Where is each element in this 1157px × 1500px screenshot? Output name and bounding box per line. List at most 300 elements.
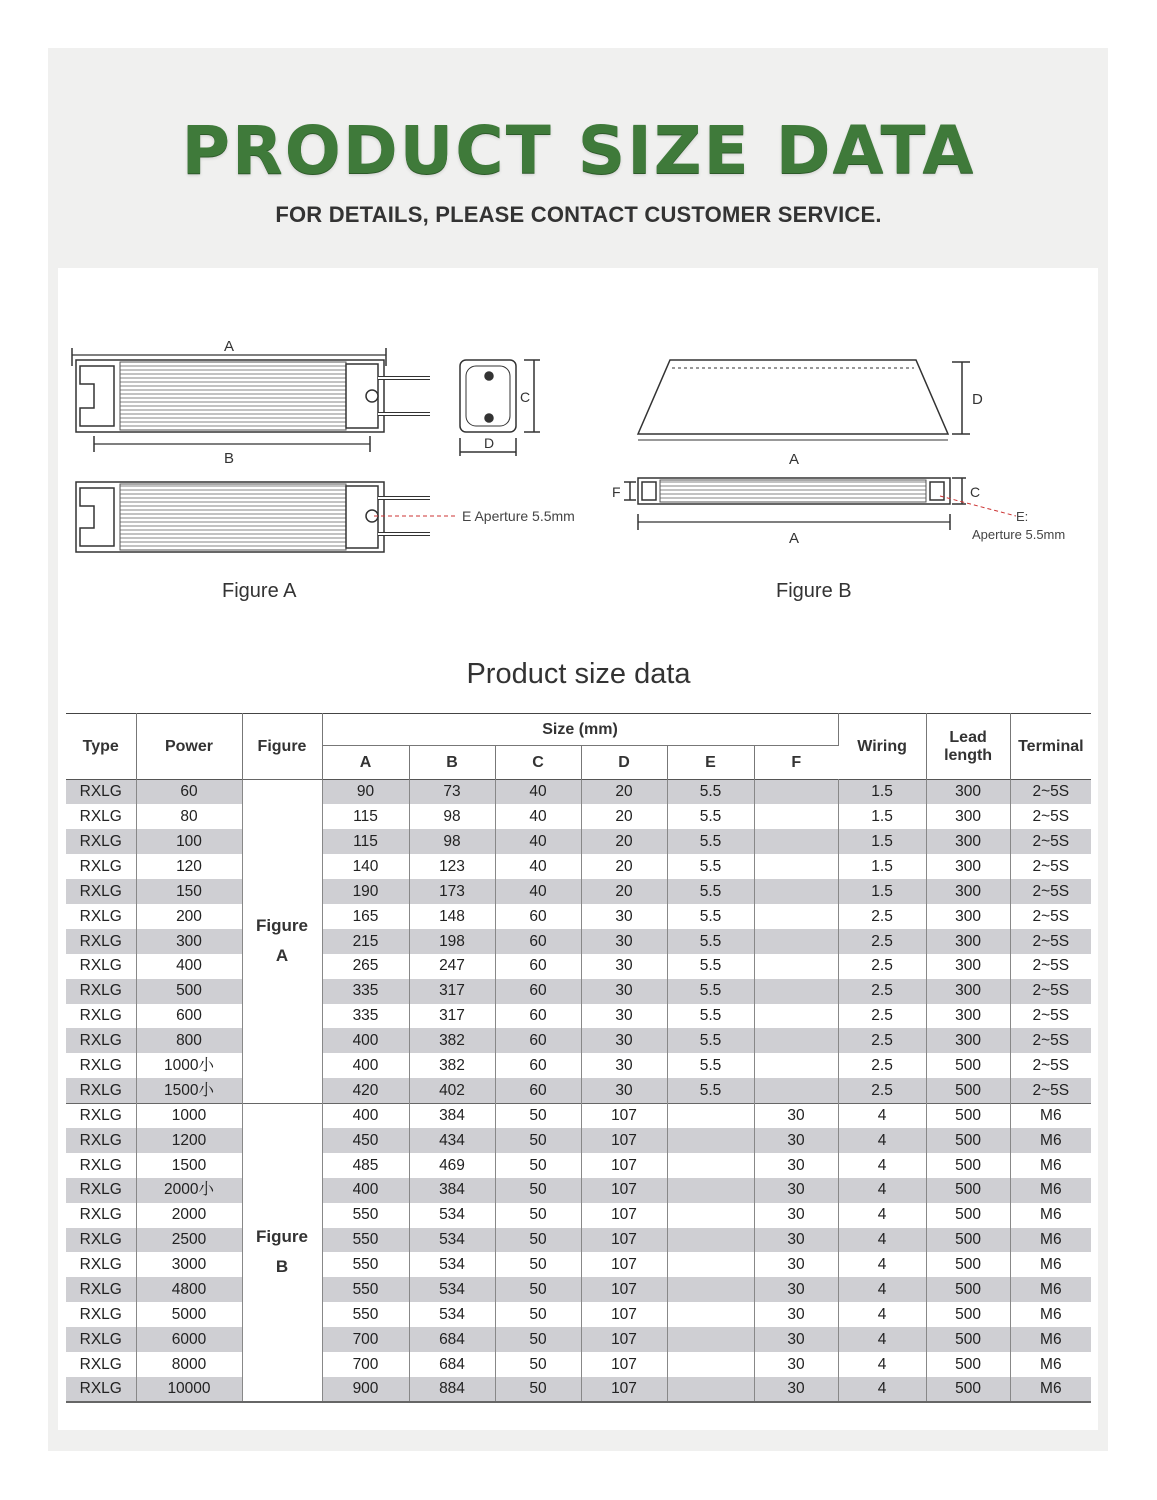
cell-power: 2500 [136,1228,242,1253]
cell-wiring: 2.5 [838,904,926,929]
cell-wiring: 1.5 [838,829,926,854]
cell-terminal: 2~5S [1010,1028,1091,1053]
cell-lead-length: 300 [926,1028,1010,1053]
cell-wiring: 2.5 [838,1004,926,1029]
cell-lead-length: 300 [926,979,1010,1004]
cell-lead-length: 500 [926,1128,1010,1153]
cell-e [667,1352,754,1377]
cell-b: 534 [409,1203,495,1228]
table-row [66,1327,1091,1352]
cell-lead-length: 500 [926,1178,1010,1203]
cell-lead-length: 500 [926,1153,1010,1178]
cell-a: 215 [322,929,409,954]
cell-e: 5.5 [667,979,754,1004]
header-e: E [667,746,754,780]
table-row [66,1228,1091,1253]
table-row [66,979,1091,1004]
header-size: Size (mm) [322,714,838,746]
table-row [66,929,1091,954]
cell-e [667,1377,754,1402]
cell-d: 107 [581,1377,667,1402]
cell-f: 30 [754,1103,838,1128]
cell-type: RXLG [66,879,136,904]
cell-power: 200 [136,904,242,929]
cell-e: 5.5 [667,1078,754,1103]
cell-terminal: 2~5S [1010,979,1091,1004]
cell-d: 30 [581,1028,667,1053]
cell-wiring: 4 [838,1103,926,1128]
cell-lead-length: 300 [926,804,1010,829]
cell-d: 30 [581,954,667,979]
cell-a: 115 [322,804,409,829]
cell-power: 3000 [136,1252,242,1277]
table-row [66,1252,1091,1277]
figure-b-label-c: C [970,484,981,500]
cell-type: RXLG [66,780,136,805]
cell-a: 265 [322,954,409,979]
cell-e: 5.5 [667,879,754,904]
table-title: Product size data [466,658,691,690]
cell-a: 550 [322,1228,409,1253]
cell-terminal: M6 [1010,1153,1091,1178]
cell-wiring: 4 [838,1277,926,1302]
cell-b: 247 [409,954,495,979]
cell-type: RXLG [66,1327,136,1352]
figure-a-label-d: D [484,435,495,451]
cell-terminal: 2~5S [1010,1078,1091,1103]
cell-a: 400 [322,1028,409,1053]
cell-c: 60 [495,1004,581,1029]
cell-a: 335 [322,979,409,1004]
cell-type: RXLG [66,829,136,854]
cell-power: 2000小 [136,1178,242,1203]
figure-b-caption: Figure B [776,580,852,602]
cell-a: 115 [322,829,409,854]
cell-wiring: 4 [838,1128,926,1153]
cell-terminal: M6 [1010,1203,1091,1228]
cell-a: 400 [322,1103,409,1128]
cell-e: 5.5 [667,780,754,805]
cell-d: 107 [581,1277,667,1302]
cell-terminal: 2~5S [1010,904,1091,929]
cell-power: 4800 [136,1277,242,1302]
cell-d: 107 [581,1178,667,1203]
cell-b: 382 [409,1028,495,1053]
cell-d: 20 [581,804,667,829]
cell-d: 107 [581,1228,667,1253]
table-row [66,829,1091,854]
cell-c: 60 [495,1078,581,1103]
table-row [66,1203,1091,1228]
table-row [66,1377,1091,1402]
cell-c: 50 [495,1352,581,1377]
cell-e: 5.5 [667,929,754,954]
cell-wiring: 4 [838,1203,926,1228]
cell-power: 100 [136,829,242,854]
cell-type: RXLG [66,854,136,879]
cell-b: 884 [409,1377,495,1402]
cell-wiring: 2.5 [838,1078,926,1103]
table-row [66,1053,1091,1078]
cell-c: 50 [495,1228,581,1253]
cell-terminal: M6 [1010,1377,1091,1402]
cell-e: 5.5 [667,1004,754,1029]
cell-power: 600 [136,1004,242,1029]
cell-a: 400 [322,1053,409,1078]
cell-wiring: 2.5 [838,929,926,954]
cell-wiring: 2.5 [838,1028,926,1053]
cell-type: RXLG [66,1302,136,1327]
cell-e [667,1302,754,1327]
table-row [66,1028,1091,1053]
cell-lead-length: 500 [926,1352,1010,1377]
cell-e: 5.5 [667,904,754,929]
cell-type: RXLG [66,1252,136,1277]
cell-power: 300 [136,929,242,954]
cell-e: 5.5 [667,804,754,829]
cell-type: RXLG [66,929,136,954]
cell-f [754,1053,838,1078]
cell-wiring: 4 [838,1178,926,1203]
cell-b: 317 [409,1004,495,1029]
cell-d: 107 [581,1128,667,1153]
header-figure: Figure [242,714,322,780]
cell-lead-length: 500 [926,1078,1010,1103]
cell-lead-length: 300 [926,854,1010,879]
cell-wiring: 4 [838,1377,926,1402]
cell-power: 80 [136,804,242,829]
cell-wiring: 4 [838,1252,926,1277]
header-a: A [322,746,409,780]
cell-b: 684 [409,1327,495,1352]
table-row [66,854,1091,879]
cell-terminal: 2~5S [1010,780,1091,805]
cell-type: RXLG [66,1028,136,1053]
cell-e: 5.5 [667,1053,754,1078]
cell-f [754,829,838,854]
header-power: Power [136,714,242,780]
cell-b: 73 [409,780,495,805]
cell-power: 1500小 [136,1078,242,1103]
cell-type: RXLG [66,1203,136,1228]
cell-d: 30 [581,904,667,929]
cell-e: 5.5 [667,1028,754,1053]
header-terminal: Terminal [1010,714,1091,780]
cell-c: 50 [495,1252,581,1277]
figure-b-aperture-label: Aperture 5.5mm [972,527,1066,542]
cell-type: RXLG [66,1128,136,1153]
cell-power: 5000 [136,1302,242,1327]
cell-a: 450 [322,1128,409,1153]
cell-d: 30 [581,1078,667,1103]
cell-f: 30 [754,1377,838,1402]
table-row [66,1128,1091,1153]
cell-type: RXLG [66,804,136,829]
cell-terminal: 2~5S [1010,954,1091,979]
cell-power: 800 [136,1028,242,1053]
cell-b: 384 [409,1103,495,1128]
figure-b-bottom-view [624,478,1016,530]
cell-c: 60 [495,979,581,1004]
cell-wiring: 4 [838,1228,926,1253]
cell-f: 30 [754,1128,838,1153]
cell-f: 30 [754,1302,838,1327]
cell-b: 198 [409,929,495,954]
header-lead-length: Lead length [926,714,1010,780]
cell-a: 550 [322,1252,409,1277]
cell-d: 20 [581,829,667,854]
cell-lead-length: 300 [926,904,1010,929]
cell-c: 50 [495,1302,581,1327]
cell-e [667,1153,754,1178]
cell-f: 30 [754,1228,838,1253]
figure-a-bottom-view [76,482,456,552]
cell-b: 534 [409,1228,495,1253]
figure-a-label-b: B [224,450,235,467]
figure-b-side-view [638,360,970,440]
cell-power: 10000 [136,1377,242,1402]
cell-c: 50 [495,1153,581,1178]
cell-power: 1200 [136,1128,242,1153]
cell-b: 98 [409,804,495,829]
cell-e [667,1327,754,1352]
cell-d: 107 [581,1153,667,1178]
cell-terminal: M6 [1010,1128,1091,1153]
cell-power: 1500 [136,1153,242,1178]
cell-c: 50 [495,1178,581,1203]
cell-lead-length: 500 [926,1053,1010,1078]
cell-lead-length: 300 [926,780,1010,805]
figure-b-label-f: F [612,484,621,500]
cell-b: 534 [409,1277,495,1302]
table-row [66,804,1091,829]
cell-f [754,979,838,1004]
cell-wiring: 4 [838,1153,926,1178]
cell-power: 150 [136,879,242,904]
cell-f: 30 [754,1203,838,1228]
figure-b-label-a-top: A [789,451,800,468]
cell-lead-length: 500 [926,1277,1010,1302]
cell-b: 317 [409,979,495,1004]
cell-power: 60 [136,780,242,805]
cell-wiring: 1.5 [838,854,926,879]
cell-b: 434 [409,1128,495,1153]
cell-lead-length: 500 [926,1302,1010,1327]
figure-b-label-e: E: [1016,509,1029,524]
cell-b: 148 [409,904,495,929]
figure-a-end-view [460,360,540,456]
cell-f: 30 [754,1277,838,1302]
cell-d: 30 [581,979,667,1004]
cell-lead-length: 300 [926,1004,1010,1029]
cell-wiring: 4 [838,1352,926,1377]
cell-a: 700 [322,1327,409,1352]
cell-c: 50 [495,1277,581,1302]
cell-c: 60 [495,1053,581,1078]
cell-lead-length: 500 [926,1103,1010,1128]
cell-c: 40 [495,780,581,805]
table-row [66,1103,1091,1128]
cell-f [754,904,838,929]
figure-b-label-d: D [972,391,983,408]
figure-a-label-a: A [224,338,235,355]
cell-f [754,780,838,805]
cell-type: RXLG [66,1377,136,1402]
cell-power: 1000 [136,1103,242,1128]
figure-a-caption: Figure A [222,580,297,602]
table-row [66,1078,1091,1103]
cell-type: RXLG [66,1103,136,1128]
table-row [66,879,1091,904]
cell-e [667,1277,754,1302]
cell-d: 20 [581,780,667,805]
cell-lead-length: 500 [926,1327,1010,1352]
cell-wiring: 2.5 [838,1053,926,1078]
cell-c: 60 [495,929,581,954]
cell-c: 50 [495,1327,581,1352]
page-title: PRODUCT SIZE DATA [181,112,976,189]
cell-terminal: M6 [1010,1178,1091,1203]
cell-f: 30 [754,1327,838,1352]
cell-c: 60 [495,904,581,929]
cell-f [754,929,838,954]
cell-a: 900 [322,1377,409,1402]
cell-lead-length: 500 [926,1203,1010,1228]
cell-c: 50 [495,1377,581,1402]
cell-a: 550 [322,1302,409,1327]
cell-type: RXLG [66,1153,136,1178]
cell-a: 165 [322,904,409,929]
table-row [66,904,1091,929]
cell-a: 550 [322,1203,409,1228]
cell-f: 30 [754,1178,838,1203]
cell-power: 120 [136,854,242,879]
cell-type: RXLG [66,1004,136,1029]
cell-a: 700 [322,1352,409,1377]
cell-f [754,1028,838,1053]
cell-terminal: 2~5S [1010,804,1091,829]
cell-type: RXLG [66,1277,136,1302]
cell-type: RXLG [66,979,136,1004]
cell-a: 400 [322,1178,409,1203]
cell-terminal: 2~5S [1010,854,1091,879]
cell-b: 469 [409,1153,495,1178]
cell-lead-length: 300 [926,829,1010,854]
cell-d: 107 [581,1252,667,1277]
cell-e [667,1103,754,1128]
cell-d: 20 [581,854,667,879]
cell-e [667,1228,754,1253]
table-row [66,1004,1091,1029]
table-row [66,954,1091,979]
cell-f [754,804,838,829]
cell-f [754,1004,838,1029]
cell-b: 534 [409,1302,495,1327]
cell-c: 40 [495,829,581,854]
cell-f: 30 [754,1252,838,1277]
cell-e [667,1178,754,1203]
cell-type: RXLG [66,954,136,979]
cell-d: 30 [581,1053,667,1078]
cell-wiring: 1.5 [838,804,926,829]
cell-power: 6000 [136,1327,242,1352]
table-row [66,1277,1091,1302]
cell-wiring: 4 [838,1302,926,1327]
cell-b: 684 [409,1352,495,1377]
cell-f [754,1078,838,1103]
cell-terminal: M6 [1010,1103,1091,1128]
cell-power: 500 [136,979,242,1004]
cell-terminal: M6 [1010,1352,1091,1377]
cell-d: 30 [581,929,667,954]
cell-b: 384 [409,1178,495,1203]
cell-e [667,1203,754,1228]
cell-d: 107 [581,1302,667,1327]
cell-d: 30 [581,1004,667,1029]
figure-b-label-a-bottom: A [789,530,800,547]
cell-terminal: 2~5S [1010,1053,1091,1078]
figure-a-group-cell: Figure A [242,780,322,1104]
cell-e: 5.5 [667,954,754,979]
table-row [66,1178,1091,1203]
cell-c: 50 [495,1203,581,1228]
cell-wiring: 4 [838,1327,926,1352]
cell-c: 50 [495,1103,581,1128]
cell-e [667,1128,754,1153]
cell-type: RXLG [66,1178,136,1203]
cell-terminal: 2~5S [1010,929,1091,954]
header-d: D [581,746,667,780]
cell-f [754,854,838,879]
cell-f: 30 [754,1153,838,1178]
cell-d: 107 [581,1203,667,1228]
figure-a-top-view [72,348,430,452]
table-row [66,780,1091,805]
cell-b: 98 [409,829,495,854]
cell-terminal: 2~5S [1010,1004,1091,1029]
cell-lead-length: 300 [926,879,1010,904]
cell-wiring: 1.5 [838,780,926,805]
figure-b-group-cell: Figure B [242,1103,322,1402]
cell-f [754,954,838,979]
cell-a: 190 [322,879,409,904]
product-size-table [66,713,1091,1403]
cell-c: 50 [495,1128,581,1153]
figure-a-aperture-label: E Aperture 5.5mm [462,508,575,524]
cell-c: 60 [495,1028,581,1053]
cell-terminal: M6 [1010,1252,1091,1277]
table-row [66,1302,1091,1327]
cell-a: 90 [322,780,409,805]
cell-type: RXLG [66,904,136,929]
cell-d: 107 [581,1327,667,1352]
cell-d: 107 [581,1352,667,1377]
cell-f [754,879,838,904]
cell-terminal: M6 [1010,1302,1091,1327]
cell-terminal: 2~5S [1010,879,1091,904]
cell-c: 60 [495,954,581,979]
table-row [66,1153,1091,1178]
cell-lead-length: 500 [926,1377,1010,1402]
page-subtitle: FOR DETAILS, PLEASE CONTACT CUSTOMER SERVICE. [275,202,882,227]
header-f: F [754,746,838,780]
cell-lead-length: 500 [926,1228,1010,1253]
cell-wiring: 1.5 [838,879,926,904]
cell-d: 107 [581,1103,667,1128]
cell-a: 140 [322,854,409,879]
cell-b: 123 [409,854,495,879]
cell-b: 173 [409,879,495,904]
